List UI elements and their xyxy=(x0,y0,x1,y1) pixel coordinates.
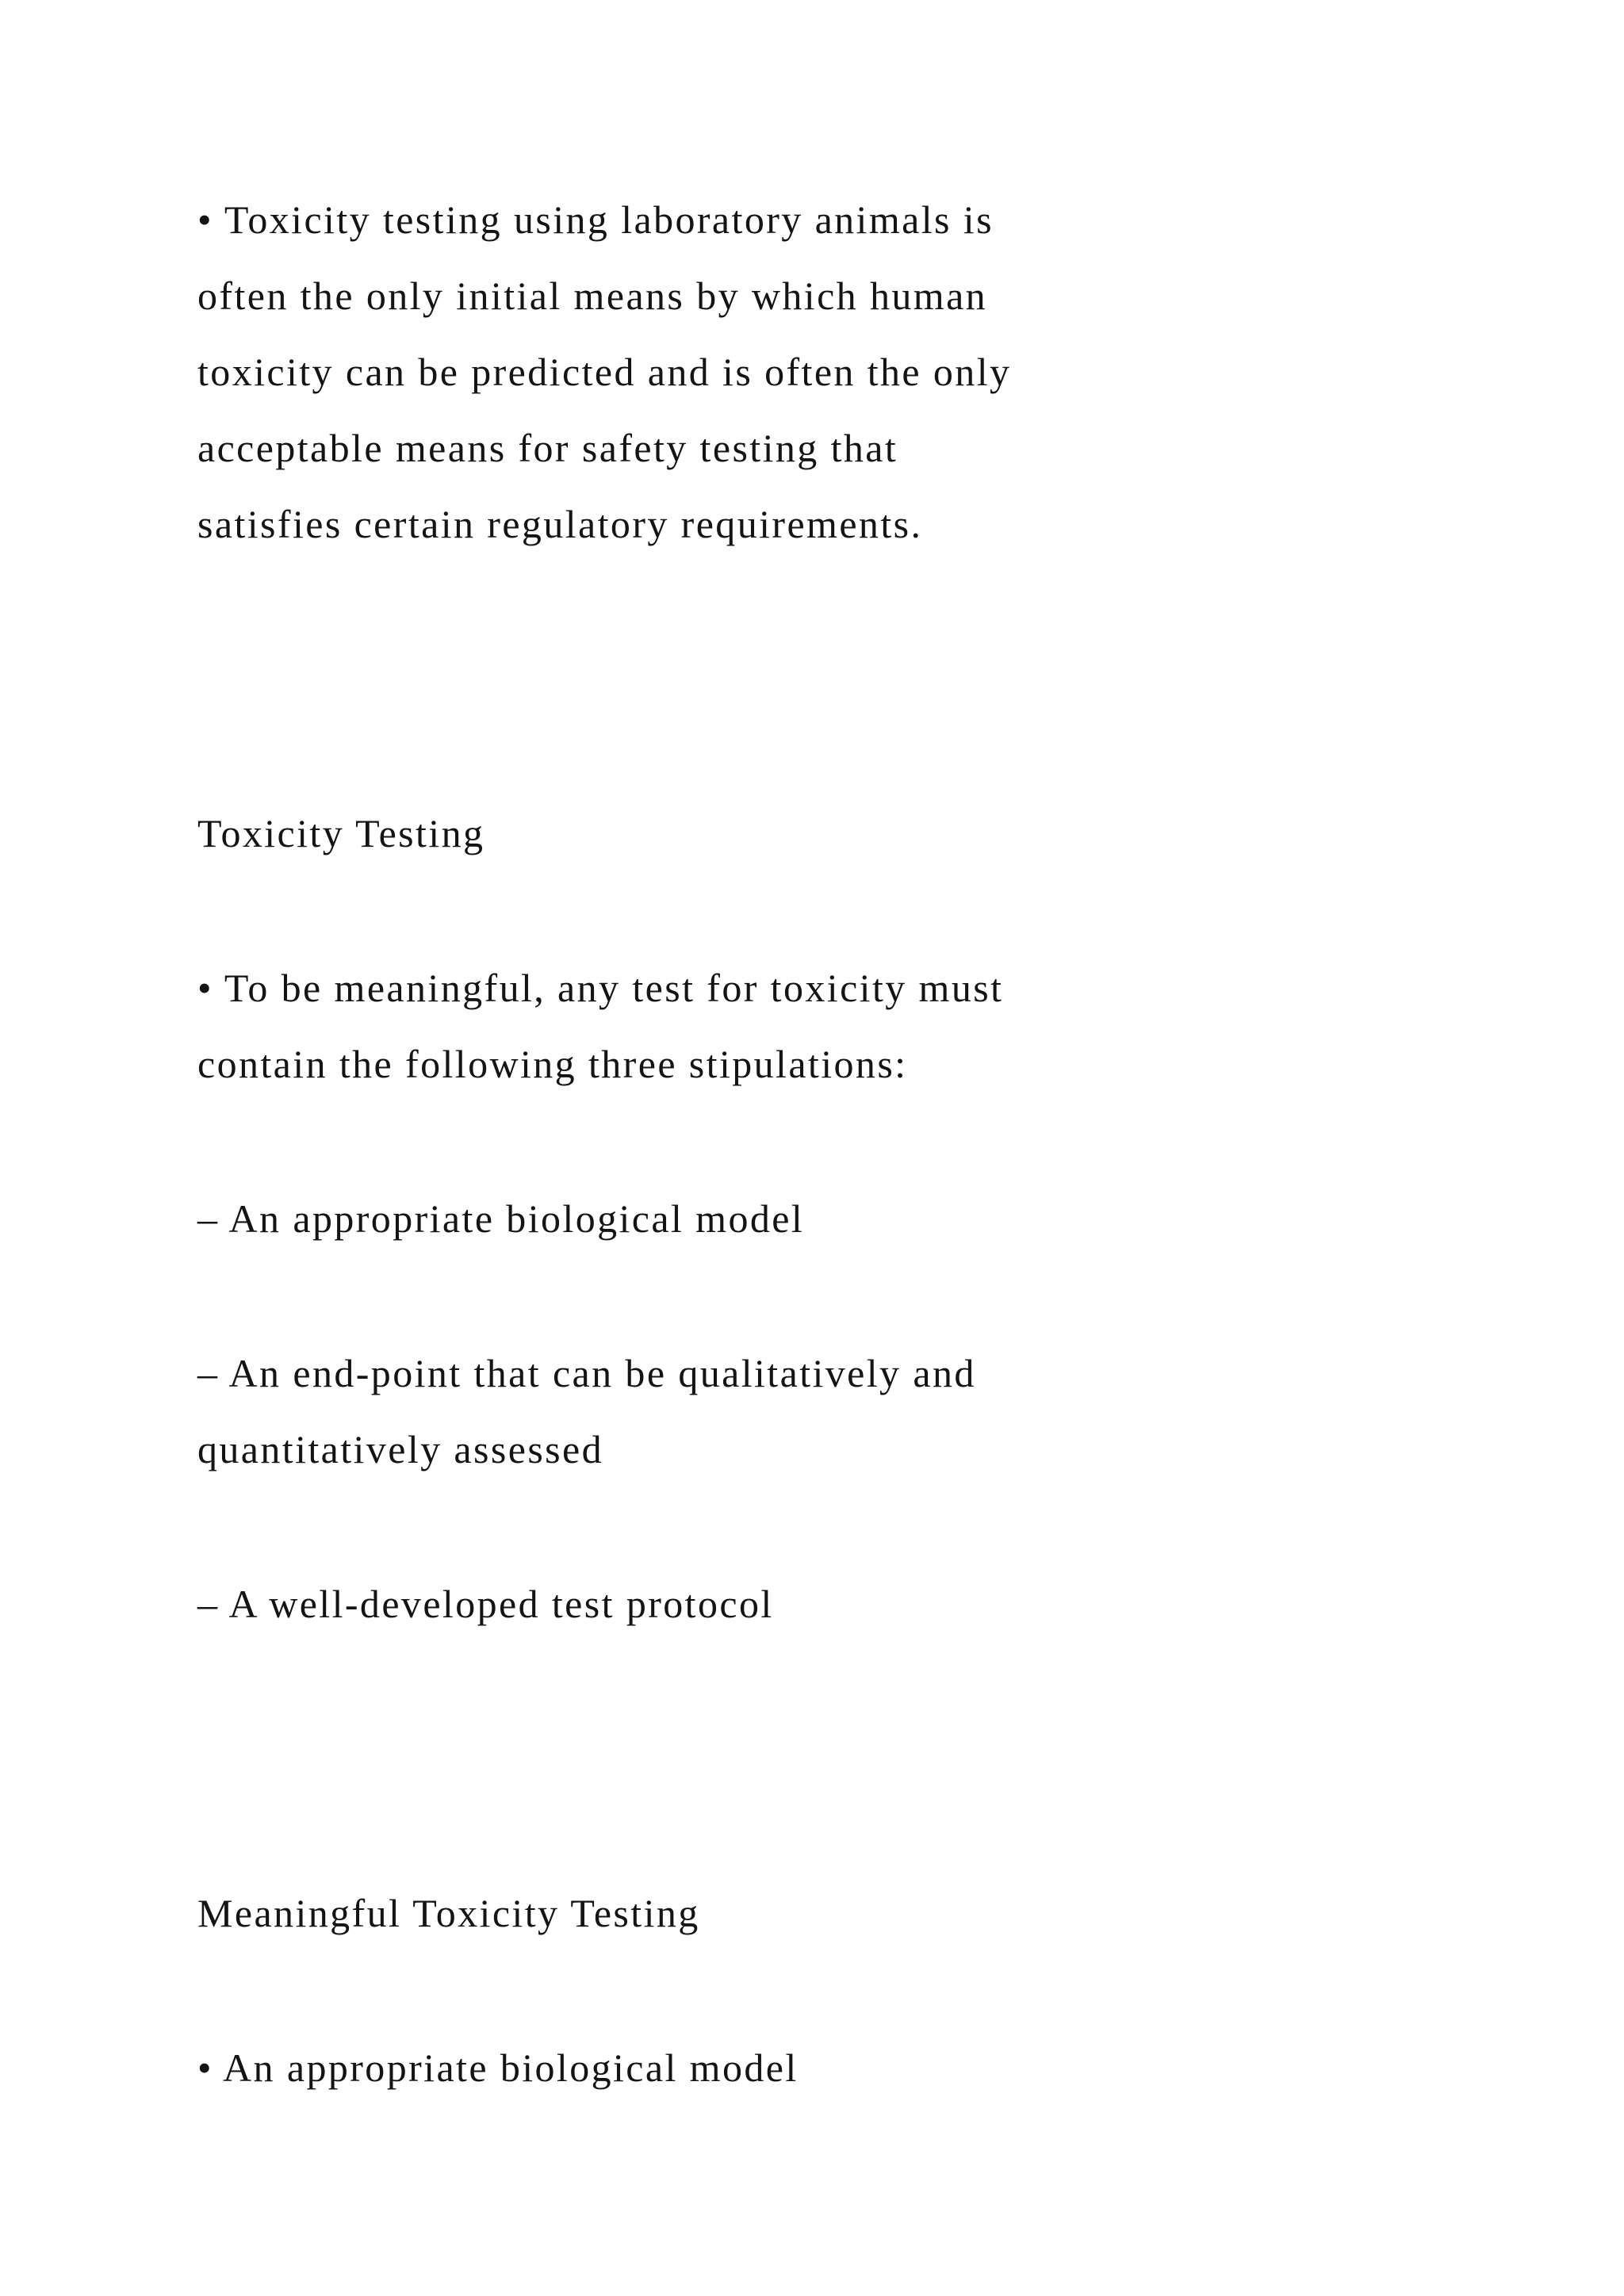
list-item: – An end-point that can be qualitatively and xyxy=(197,1351,976,1395)
section-heading: Meaningful Toxicity Testing xyxy=(197,1891,700,1935)
paragraph-line: contain the following three stipulations: xyxy=(197,1042,908,1086)
paragraph-line: • Toxicity testing using laboratory animals is xyxy=(197,197,994,242)
paragraph-line: • To be meaningful, any test for toxicity must xyxy=(197,966,1004,1010)
paragraph-line: acceptable means for safety testing that xyxy=(197,426,898,470)
paragraph-line: • An appropriate biological model xyxy=(197,2045,799,2090)
section-heading: Toxicity Testing xyxy=(197,811,485,855)
list-item-continuation: quantitatively assessed xyxy=(197,1427,604,1471)
list-item: – A well-developed test protocol xyxy=(197,1582,774,1626)
paragraph-line: satisfies certain regulatory requirements. xyxy=(197,502,923,546)
list-item: – An appropriate biological model xyxy=(197,1196,805,1241)
paragraph-line: toxicity can be predicted and is often the only xyxy=(197,350,1012,394)
paragraph-line: often the only initial means by which human xyxy=(197,274,988,318)
